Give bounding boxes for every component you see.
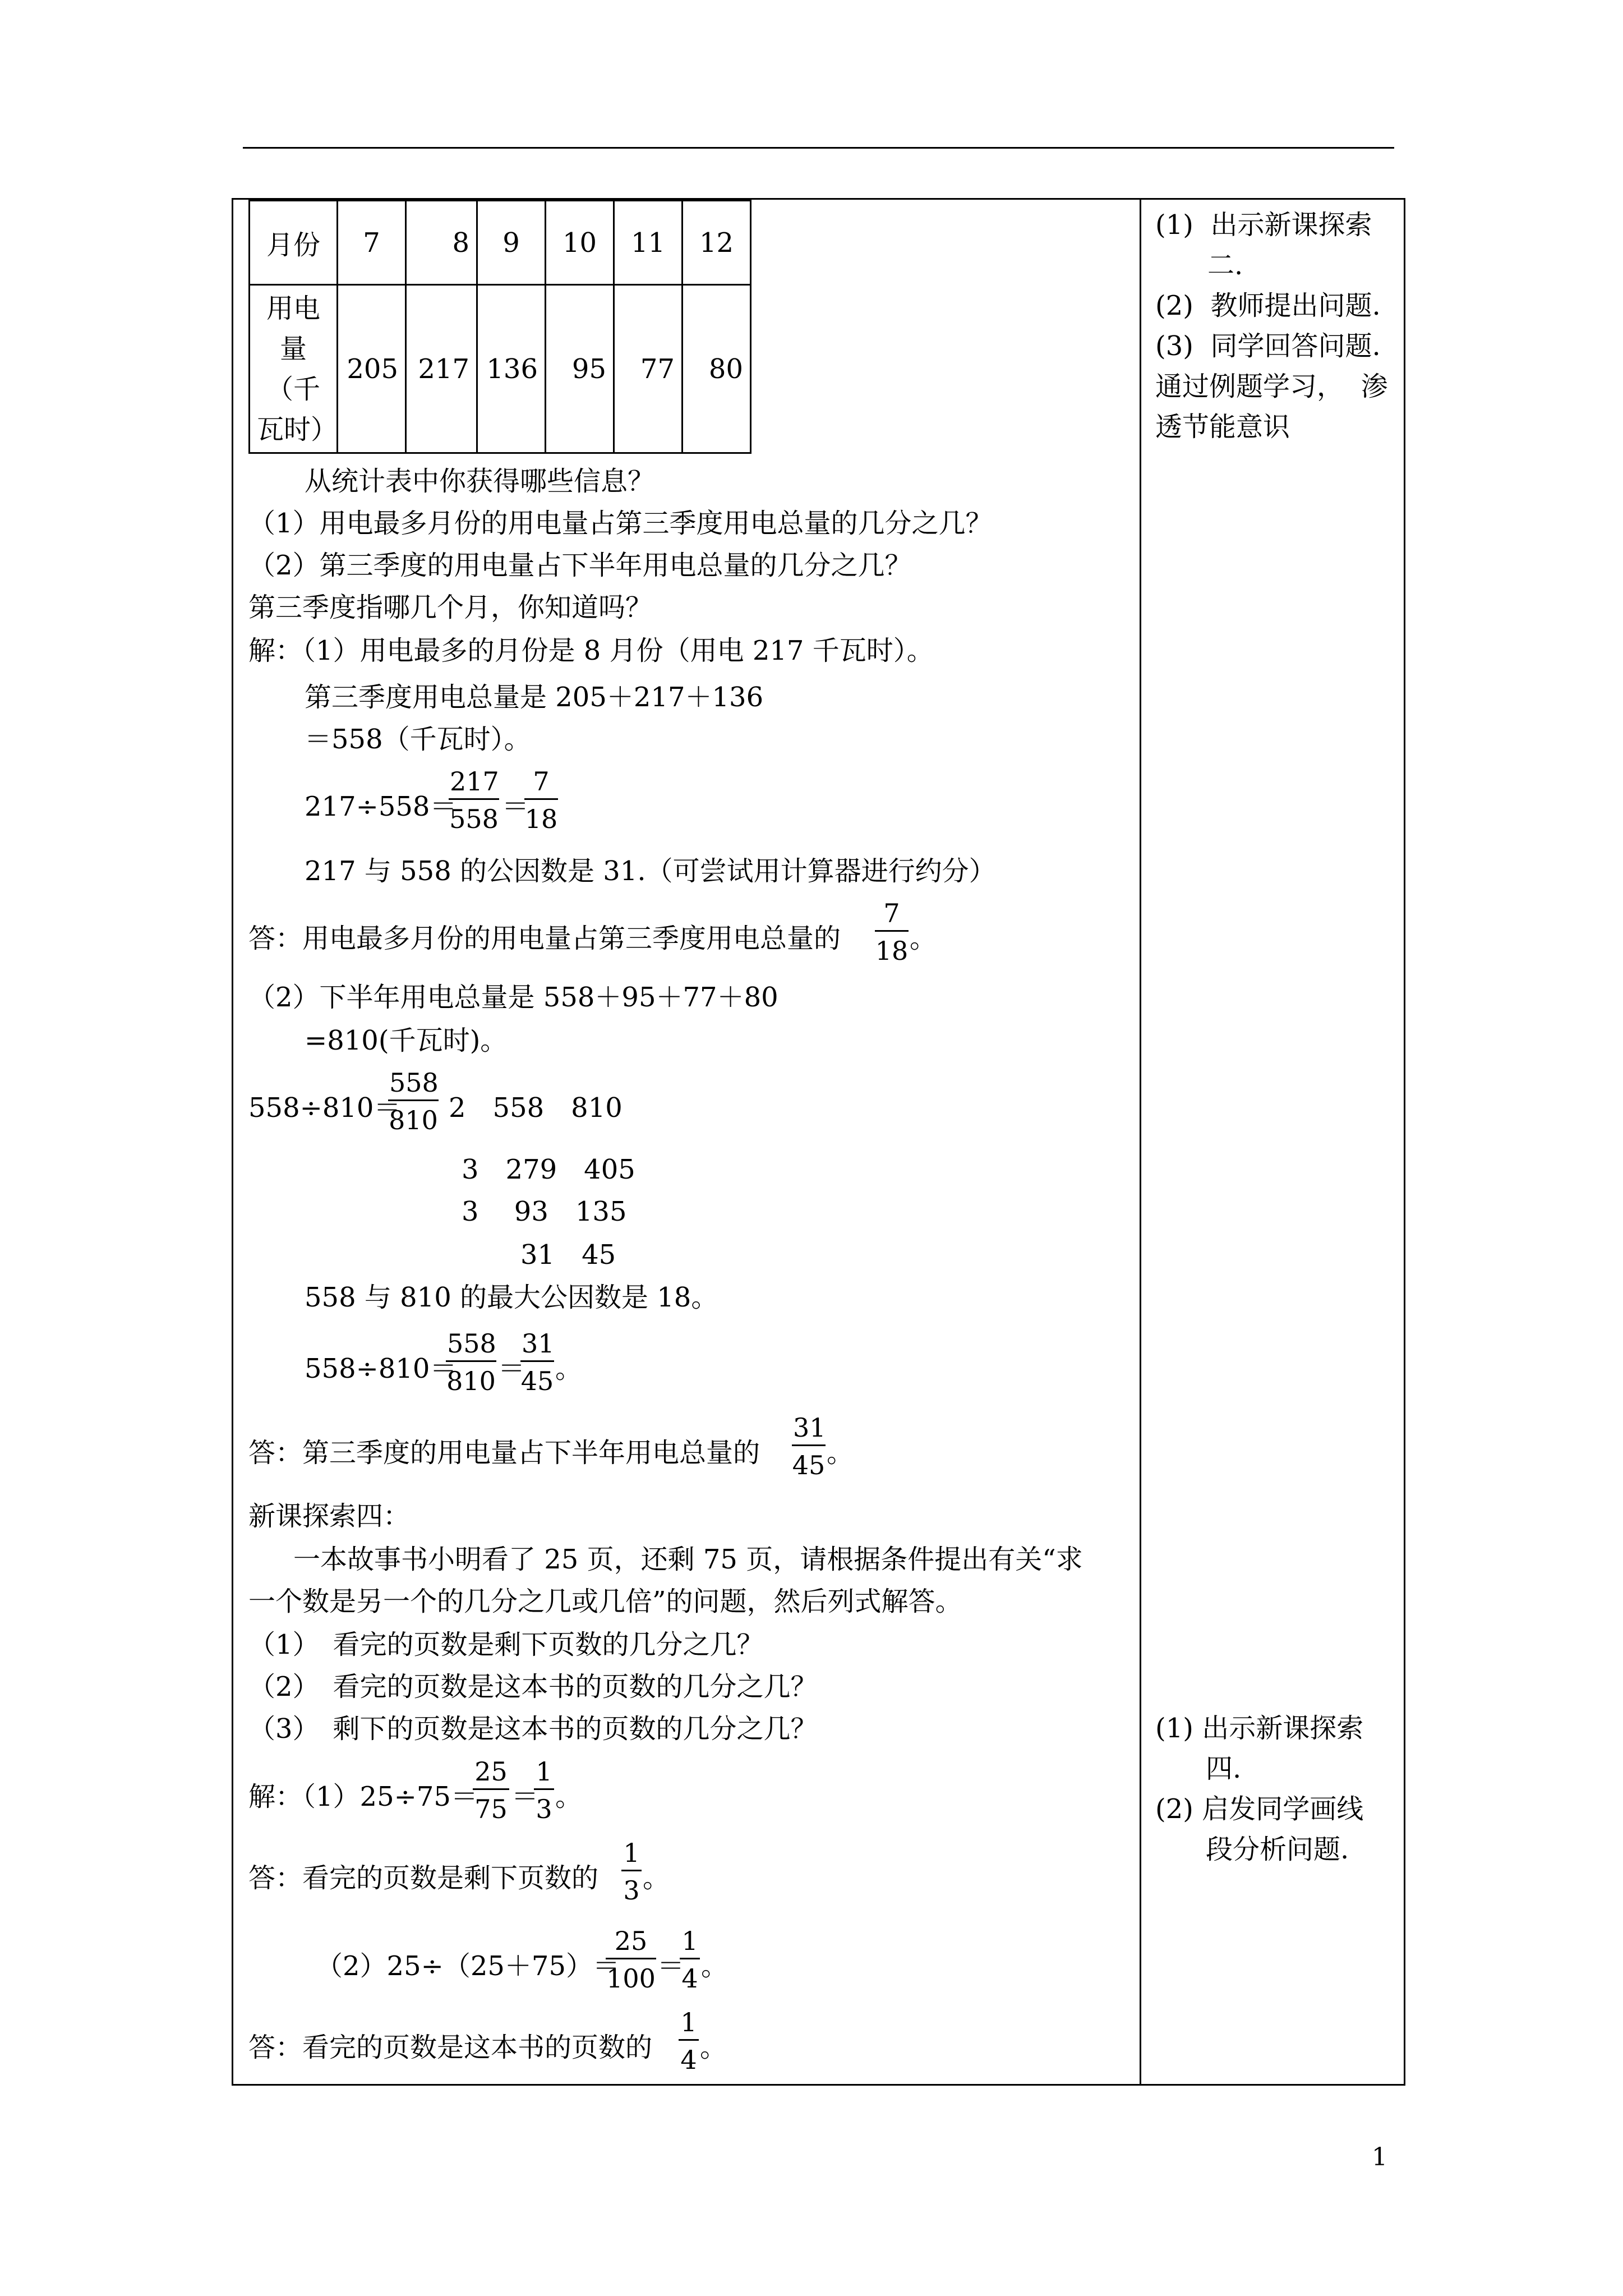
problem-text: 一个数是另一个的几分之几或几倍”的问题，然后列式解答。 — [248, 1586, 962, 1617]
denominator: 100 — [606, 1963, 656, 1994]
period: 。 — [643, 1862, 670, 1894]
table-cell: 11 — [614, 201, 683, 285]
period: 。 — [700, 2032, 727, 2063]
period: 。 — [827, 1437, 854, 1469]
numerator: 7 — [524, 766, 558, 800]
side-line: 段分析问题. — [1206, 1834, 1349, 1865]
section-title: 新课探索四： — [248, 1501, 411, 1532]
equation-line: （2）25÷（25＋75）＝ — [316, 1950, 620, 1982]
denominator: 45 — [520, 1366, 554, 1396]
side-line: 二. — [1207, 250, 1243, 281]
header-line: 用电 — [266, 292, 320, 324]
question-intro: 从统计表中你获得哪些信息？ — [305, 466, 655, 497]
table-row-header — [250, 285, 338, 453]
numerator: 1 — [621, 1837, 642, 1871]
table-row-month — [250, 201, 751, 285]
table-cell: 月份 — [250, 201, 338, 285]
column-divider — [1140, 198, 1141, 2086]
equals-sign: ＝ — [511, 1781, 539, 1812]
header-line: 瓦时） — [257, 413, 338, 445]
denominator: 810 — [389, 1105, 438, 1135]
solution-line: 第三季度用电总量是 205＋217＋136 — [305, 682, 764, 713]
header-rule — [243, 147, 1394, 149]
problem-text: 一本故事书小明看了 25 页，还剩 75 页，请根据条件提出有关“求 — [293, 1544, 1083, 1575]
table-cell: 12 — [683, 201, 751, 285]
table-cell: 7 — [338, 201, 406, 285]
division-row: 31 45 — [520, 1239, 616, 1271]
side-line: 四. — [1206, 1753, 1242, 1784]
side-line: (2) 启发同学画线 — [1155, 1793, 1364, 1825]
question-line: （1） 看完的页数是剩下页数的几分之几？ — [248, 1629, 764, 1660]
table-cell: 8 — [406, 201, 477, 285]
table-cell: 205 — [338, 285, 406, 453]
table-cell: 95 — [546, 285, 614, 453]
division-row: 2 558 810 — [449, 1092, 623, 1124]
answer-line: 答：用电最多月份的用电量占第三季度用电总量的 — [248, 923, 841, 954]
denominator: 4 — [680, 2045, 697, 2075]
fraction — [520, 1328, 554, 1397]
division-row: 3 93 135 — [462, 1196, 627, 1227]
denominator: 558 — [449, 804, 499, 834]
side-line: 透节能意识 — [1155, 411, 1290, 443]
table-cell: 10 — [546, 201, 614, 285]
equation-line: 558÷810＝ — [305, 1353, 457, 1384]
answer-line: 答：第三季度的用电量占下半年用电总量的 — [248, 1437, 760, 1469]
solution-line: ＝558（千瓦时）。 — [305, 724, 531, 755]
side-line: (1) 出示新课探索 — [1155, 1713, 1364, 1744]
fraction — [680, 1925, 700, 1994]
fraction — [473, 1756, 509, 1825]
side-line: (2) 教师提出问题. — [1155, 290, 1381, 321]
fraction — [449, 766, 499, 835]
denominator: 45 — [792, 1450, 826, 1480]
equals-sign: ＝ — [498, 1353, 525, 1384]
answer-line: 答：看完的页数是这本书的页数的 — [248, 2032, 653, 2063]
side-note-1 — [1155, 205, 1388, 447]
fraction — [388, 1067, 439, 1136]
question-line: （2） 看完的页数是这本书的页数的几分之几？ — [248, 1671, 818, 1703]
fraction — [679, 2007, 699, 2076]
equation-line: 558÷810＝ — [248, 1092, 401, 1124]
answer-line: 答：看完的页数是剩下页数的 — [248, 1862, 599, 1894]
period: 。 — [555, 1781, 583, 1812]
solution-line: （2）下半年用电总量是 558＋95＋77＋80 — [248, 982, 778, 1013]
numerator: 1 — [534, 1756, 554, 1790]
denominator: 18 — [875, 936, 909, 966]
denominator: 3 — [623, 1875, 640, 1906]
numerator: 1 — [680, 1925, 700, 1959]
solution-line: 558 与 810 的最大公因数是 18。 — [305, 1282, 718, 1313]
electricity-table — [248, 200, 751, 454]
fraction — [534, 1756, 554, 1825]
question-2: （2）第三季度的用电量占下半年用电总量的几分之几？ — [248, 550, 912, 581]
equation-line: 解：（1）25÷75＝ — [248, 1781, 478, 1812]
fraction — [792, 1412, 826, 1481]
table-cell: 217 — [406, 285, 477, 453]
numerator: 31 — [792, 1412, 826, 1446]
solution-line: =810(千瓦时)。 — [305, 1025, 508, 1056]
numerator: 558 — [446, 1328, 496, 1362]
table-cell: 80 — [683, 285, 751, 453]
numerator: 25 — [606, 1925, 656, 1959]
denominator: 3 — [536, 1794, 552, 1824]
header-line: 量 — [279, 333, 307, 365]
table-cell: 77 — [614, 285, 683, 453]
side-line: (3) 同学回答问题. — [1155, 330, 1381, 362]
page-number: 1 — [1372, 2143, 1387, 2171]
question-line: （3） 剩下的页数是这本书的页数的几分之几？ — [248, 1713, 818, 1745]
equation-line: 217÷558＝ — [305, 791, 457, 822]
solution-line: 解：（1）用电最多的月份是 8 月份（用电 217 千瓦时）。 — [248, 635, 934, 666]
numerator: 25 — [473, 1756, 509, 1790]
denominator: 4 — [681, 1963, 698, 1994]
question-1: （1）用电最多月份的用电量占第三季度用电总量的几分之几？ — [248, 508, 993, 539]
header-line: （千 — [266, 373, 320, 405]
solution-line: 217 与 558 的公因数是 31.（可尝试用计算器进行约分） — [305, 855, 996, 887]
period: 。 — [555, 1353, 583, 1384]
side-line: (1) 出示新课探索 — [1155, 209, 1372, 241]
equals-sign: ＝ — [657, 1950, 685, 1982]
fraction — [446, 1328, 496, 1397]
table-cell: 9 — [477, 201, 546, 285]
numerator: 7 — [875, 898, 909, 932]
numerator: 558 — [388, 1067, 439, 1101]
fraction — [606, 1925, 656, 1994]
denominator: 18 — [524, 804, 558, 834]
denominator: 75 — [474, 1794, 508, 1824]
table-row-usage — [250, 285, 751, 453]
fraction — [621, 1837, 642, 1906]
side-note-2 — [1155, 1708, 1363, 1870]
numerator: 1 — [679, 2007, 699, 2041]
question-3: 第三季度指哪几个月，你知道吗？ — [248, 592, 653, 623]
equals-sign: ＝ — [502, 791, 529, 822]
numerator: 31 — [520, 1328, 554, 1362]
fraction — [524, 766, 558, 835]
period: 。 — [701, 1950, 728, 1982]
division-row: 3 279 405 — [462, 1154, 635, 1185]
table-cell: 136 — [477, 285, 546, 453]
denominator: 810 — [446, 1366, 496, 1396]
side-line: 通过例题学习， 渗 — [1155, 371, 1388, 402]
fraction — [875, 898, 909, 967]
period: 。 — [910, 923, 937, 954]
numerator: 217 — [449, 766, 499, 800]
